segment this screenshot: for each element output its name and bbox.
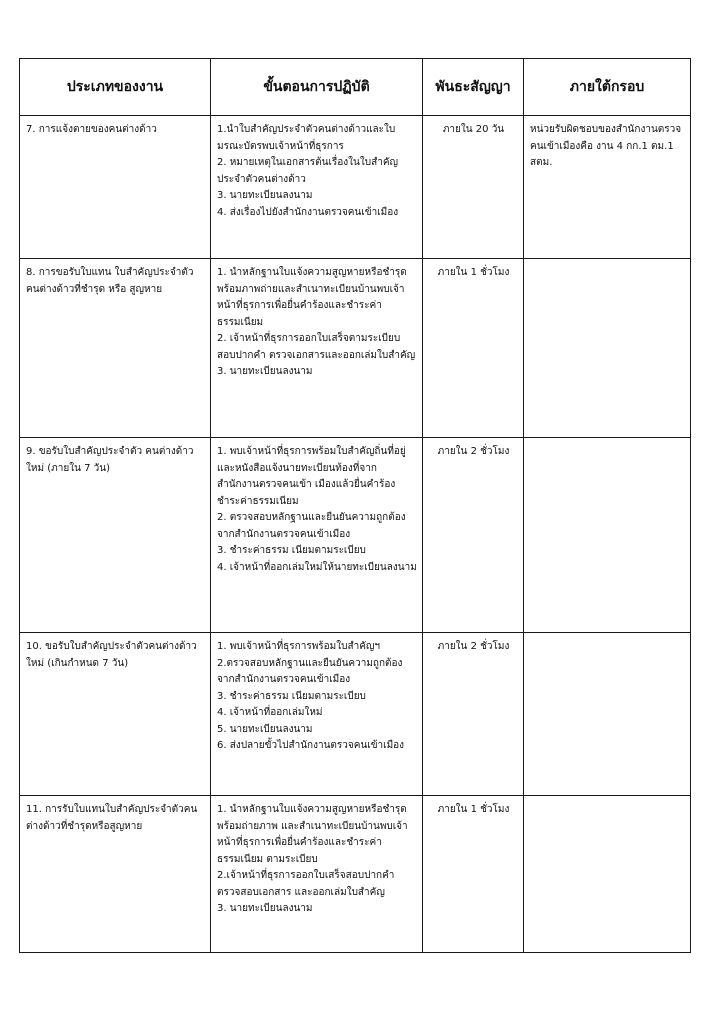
step-line: 3. นายทะเบียนลงนาม: [217, 366, 313, 377]
table-row: [20, 633, 691, 796]
steps-cell: [211, 796, 423, 953]
steps-cell: [211, 438, 423, 633]
framework-cell: หน่วยรับผิดชอบของสำนักงานตรวจคนเข้าเมืองคือ งาน 4 กก.1 ตม.1 สตม.: [524, 116, 691, 259]
step-line: 3. นายทะเบียนลงนาม: [217, 903, 313, 914]
work-type-cell: 10. ขอรับใบสำคัญประจำตัวคนต่างด้าวใหม่ (เกินกำหนด 7 วัน): [20, 633, 211, 796]
framework-cell: [524, 633, 691, 796]
steps-cell: [211, 633, 423, 796]
header-commitment: พันธะสัญญา: [423, 59, 524, 116]
header-procedure-steps: ขั้นตอนการปฏิบัติ: [211, 59, 423, 116]
step-line: 4. ส่งเรื่องไปยังสำนักงานตรวจคนเข้าเมือง: [217, 206, 399, 218]
header-work-type: ประเภทของงาน: [20, 59, 211, 116]
table-row: [20, 116, 691, 259]
step-line: 4. เจ้าหน้าที่ออกเล่มใหม่: [217, 707, 323, 718]
step-line: 1. พบเจ้าหน้าที่ธุรการพร้อมใบสำคัญฯ: [217, 641, 381, 652]
header-framework: ภายใต้กรอบ: [524, 59, 691, 116]
step-line: 1.นำใบสำคัญประจำตัวคนต่างด้าวและใบมรณะบัตรพบเจ้าหน้าที่ธุรการ: [217, 124, 396, 152]
framework-cell: [524, 438, 691, 633]
step-line: 1. นำหลักฐานใบแจ้งความสูญหายหรือชำรุดพร้อมถ่ายภาพ และสำเนาทะเบียนบ้านพบเจ้าหน้าที่ธุรการเพื่อยื่นคำร้องและชำระค่าธรรมเนียม ตามระเบียบ: [217, 804, 408, 865]
step-line: 3. นายทะเบียนลงนาม: [217, 190, 313, 201]
step-line: 2. หมายเหตุในเอกสารต้นเรื่องในใบสำคัญประจำตัวคนต่างด้าว: [217, 157, 399, 185]
duration-cell: ภายใน 20 วัน: [423, 116, 524, 259]
step-line: 2. ตรวจสอบหลักฐานและยืนยันความถูกต้องจากสำนักงานตรวจคนเข้าเมือง: [217, 512, 406, 540]
table-row: [20, 259, 691, 438]
step-line: 2.ตรวจสอบหลักฐานและยืนยันความถูกต้องจากสำนักงานตรวจคนเข้าเมือง: [217, 657, 403, 685]
duration-cell: ภายใน 1 ชั่วโมง: [423, 796, 524, 953]
framework-cell: [524, 796, 691, 953]
procedure-table: [19, 58, 691, 953]
table-row: [20, 796, 691, 953]
steps-cell: [211, 116, 423, 259]
table-row: [20, 438, 691, 633]
step-line: 2. เจ้าหน้าที่ธุรการออกใบเสร็จตามระเบียบสอบปากคำ ตรวจเอกสารและออกเล่มใบสำคัญ: [217, 333, 416, 361]
work-type-cell: 8. การขอรับใบแทน ใบสำคัญประจำตัวคนต่างด้าวที่ชำรุด หรือ สูญหาย: [20, 259, 211, 438]
step-line: 2.เจ้าหน้าที่ธุรการออกใบเสร็จสอบปากคำตรวจสอบเอกสาร และออกเล่มใบสำคัญ: [217, 870, 395, 898]
work-type-cell: 11. การรับใบแทนใบสำคัญประจำตัวคนต่างด้าวที่ชำรุดหรือสูญหาย: [20, 796, 211, 953]
step-line: 6. ส่งปลายขั้วไปสำนักงานตรวจคนเข้าเมือง: [217, 740, 405, 751]
step-line: 3. ชำระค่าธรรม เนียมตามระเบียบ: [217, 690, 366, 702]
table-header-row: [20, 59, 691, 116]
work-type-cell: 7. การแจ้งตายของคนต่างด้าว: [20, 116, 211, 259]
duration-cell: ภายใน 2 ชั่วโมง: [423, 633, 524, 796]
step-line: 3. ชำระค่าธรรม เนียมตามระเบียบ: [217, 545, 366, 556]
work-type-cell: 9. ขอรับใบสำคัญประจำตัว คนต่างด้าวใหม่ (ภายใน 7 วัน): [20, 438, 211, 633]
framework-cell: [524, 259, 691, 438]
step-line: 4. เจ้าหน้าที่ออกเล่มใหม่ให้นายทะเบียนลงนาม: [217, 561, 417, 573]
step-line: 1. พบเจ้าหน้าที่ธุรการพร้อมใบสำคัญถิ่นที่อยู่และหนังสือแจ้งนายทะเบียนท้องที่จากสำนักงานตรวจคนเข้า เมืองแล้วยื่นคำร้องชำระค่าธรรมเนียม: [217, 446, 406, 507]
step-line: 1. นำหลักฐานใบแจ้งความสูญหายหรือชำรุดพร้อมภาพถ่ายและสำเนาทะเบียนบ้านพบเจ้าหน้าที่ธุรการเพื่อยื่นคำร้องและชำระค่าธรรมเนียม: [217, 267, 407, 328]
step-line: 5. นายทะเบียนลงนาม: [217, 723, 313, 735]
steps-cell: [211, 259, 423, 438]
duration-cell: ภายใน 2 ชั่วโมง: [423, 438, 524, 633]
duration-cell: ภายใน 1 ชั่วโมง: [423, 259, 524, 438]
